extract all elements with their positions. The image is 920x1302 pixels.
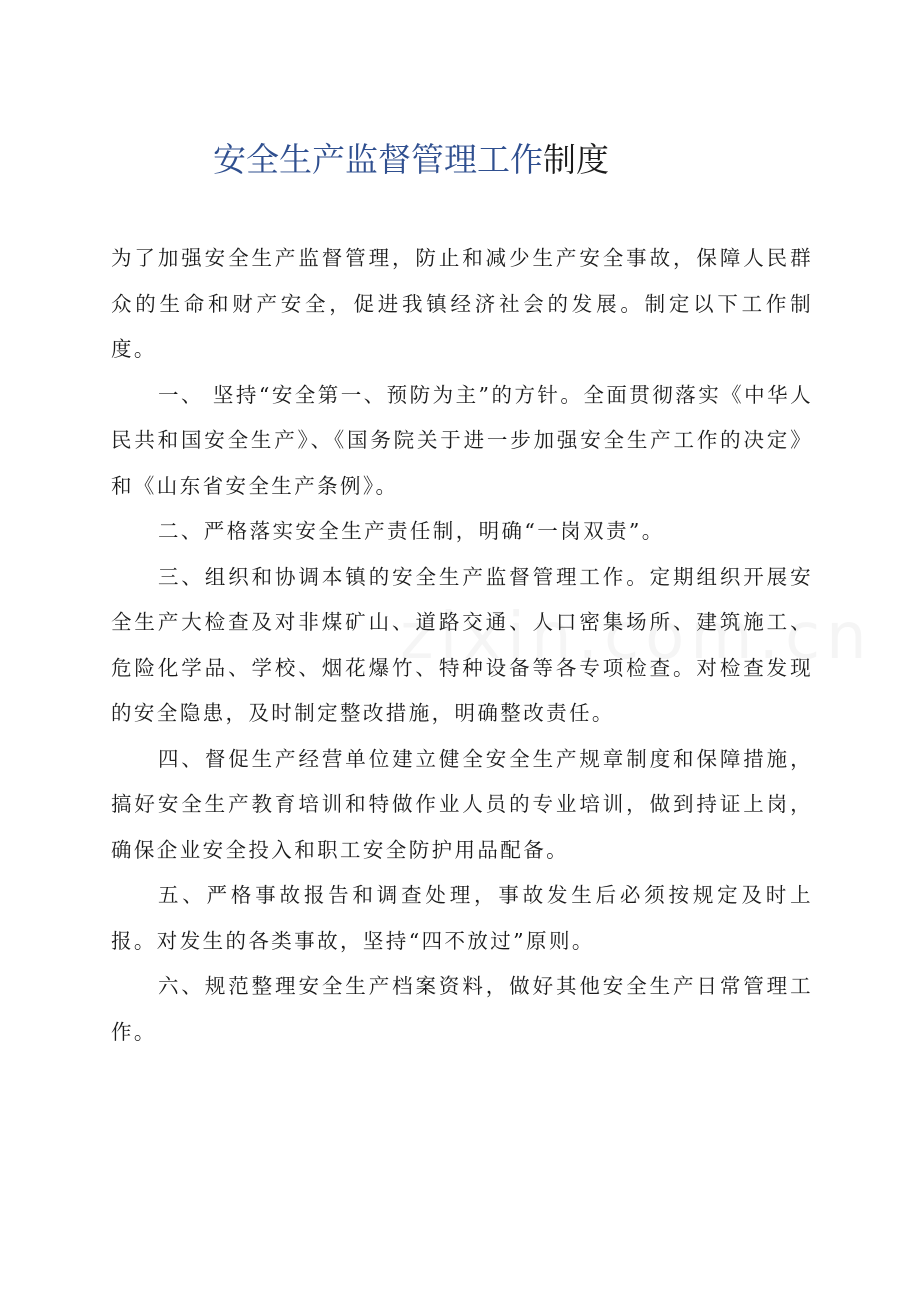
item-paragraph-2: 二、严格落实安全生产责任制，明确“一岗双责”。 [158, 519, 665, 543]
title-main-part: 安全生产监督管理工作 [213, 140, 543, 179]
document-title [213, 136, 609, 184]
intro-paragraph: 为了加强安全生产监督管理，防止和减少生产安全事故，保障人民群众的生命和财产安全，促进我镇经济社会的发展。制定以下工作制度。 [111, 246, 813, 361]
item-paragraph-1: 一、 坚持“安全第一、预防为主”的方针。全面贯彻落实《中华人民共和国安全生产》、《国务院关于进一步加强安全生产工作的决定》和《山东省安全生产条例》。 [111, 382, 813, 498]
item-paragraph-5: 五、严格事故报告和调查处理，事故发生后必须按规定及时上报。对发生的各类事故，坚持“四不放过”原则。 [111, 883, 813, 953]
item-paragraph-3: 三、组织和协调本镇的安全生产监督管理工作。定期组织开展安全生产大检查及对非煤矿山、道路交通、人口密集场所、建筑施工、危险化学品、学校、烟花爆竹、特种设备等各专项检查。对检查发现的安全隐患，及时制定整改措施，明确整改责任。 [111, 564, 813, 725]
item-paragraph-4: 四、督促生产经营单位建立健全安全生产规章制度和保障措施，搞好安全生产教育培训和特做作业人员的专业培训，做到持证上岗，确保企业安全投入和职工安全防护用品配备。 [111, 746, 813, 862]
document-body [111, 236, 813, 1055]
title-suffix: 制度 [543, 140, 609, 179]
item-paragraph-6: 六、规范整理安全生产档案资料，做好其他安全生产日常管理工作。 [111, 974, 813, 1044]
